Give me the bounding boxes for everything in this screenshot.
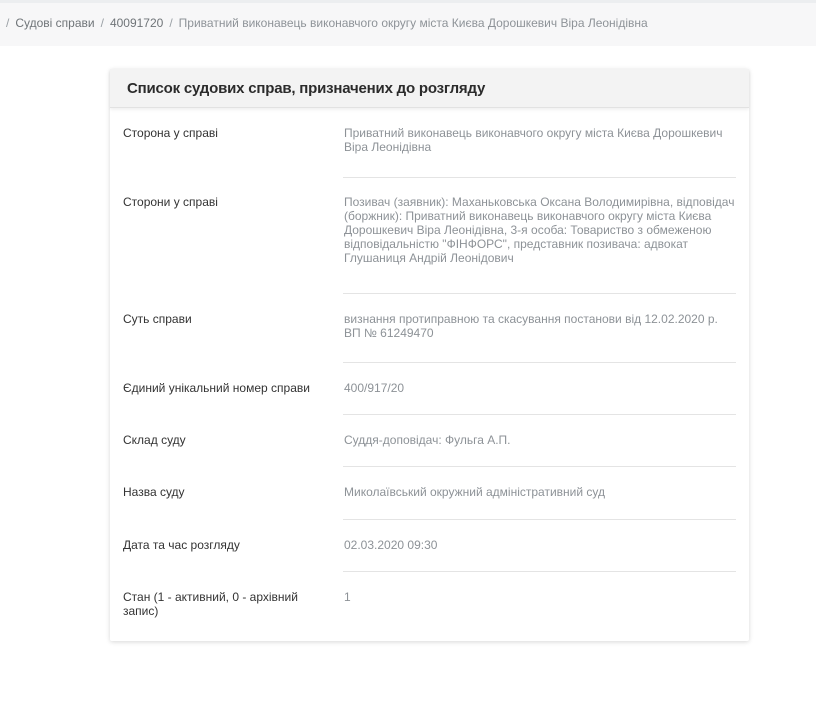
row-divider — [343, 414, 736, 415]
detail-value: Суддя-доповідач: Фульга А.П. — [344, 433, 511, 447]
detail-label: Стан (1 - активний, 0 - архівний запис) — [123, 590, 298, 618]
detail-value: 400/917/20 — [344, 381, 405, 395]
detail-value: 1 — [344, 590, 351, 604]
detail-label: Сторони у справі — [123, 195, 218, 209]
detail-value: Приватний виконавець виконавчого округу міста Києва Дорошкевич Віра Леонідівна — [344, 126, 723, 154]
row-divider — [343, 519, 736, 520]
detail-label: Назва суду — [123, 485, 185, 499]
row-divider — [343, 362, 736, 363]
detail-label: Склад суду — [123, 433, 186, 447]
row-divider — [343, 466, 736, 467]
breadcrumb-link-court-cases[interactable]: Судові справи — [15, 16, 95, 30]
detail-label: Сторона у справі — [123, 126, 218, 140]
detail-value: Миколаївський окружний адміністративний суд — [344, 485, 605, 499]
breadcrumb-separator: / — [6, 16, 10, 30]
breadcrumb-current: Приватний виконавець виконавчого округу міста Києва Дорошкевич Віра Леонідівна — [178, 16, 648, 30]
breadcrumb-separator: / — [169, 16, 173, 30]
detail-value: визнання протиправною та скасування постанови від 12.02.2020 р. ВП № 61249470 — [344, 312, 718, 340]
row-divider — [343, 571, 736, 572]
card-title: Список судових справ, призначених до розгляду — [127, 80, 486, 97]
card-header — [110, 69, 749, 108]
row-divider — [343, 177, 736, 178]
breadcrumb-separator: / — [100, 16, 104, 30]
breadcrumb-link-code[interactable]: 40091720 — [109, 16, 164, 30]
detail-label: Суть справи — [123, 312, 192, 326]
top-bar — [0, 0, 816, 46]
detail-label: Дата та час розгляду — [123, 538, 240, 552]
detail-value: 02.03.2020 09:30 — [344, 538, 438, 552]
court-cases-card — [110, 69, 749, 641]
detail-label: Єдиний унікальний номер справи — [123, 381, 310, 395]
breadcrumb — [6, 16, 648, 30]
detail-value: Позивач (заявник): Маханьковська Оксана Володимирівна, відповідач (боржник): Приватний виконавець виконавчого округу міста Києва Дорошкевич Віра Леонідівна, 3-я особа: Товариство з обмеженою відповідальністю "ФІНФОРС", представник позивача: адвокат Глушаниця Андрій Леонідович — [344, 195, 735, 265]
row-divider — [343, 293, 736, 294]
